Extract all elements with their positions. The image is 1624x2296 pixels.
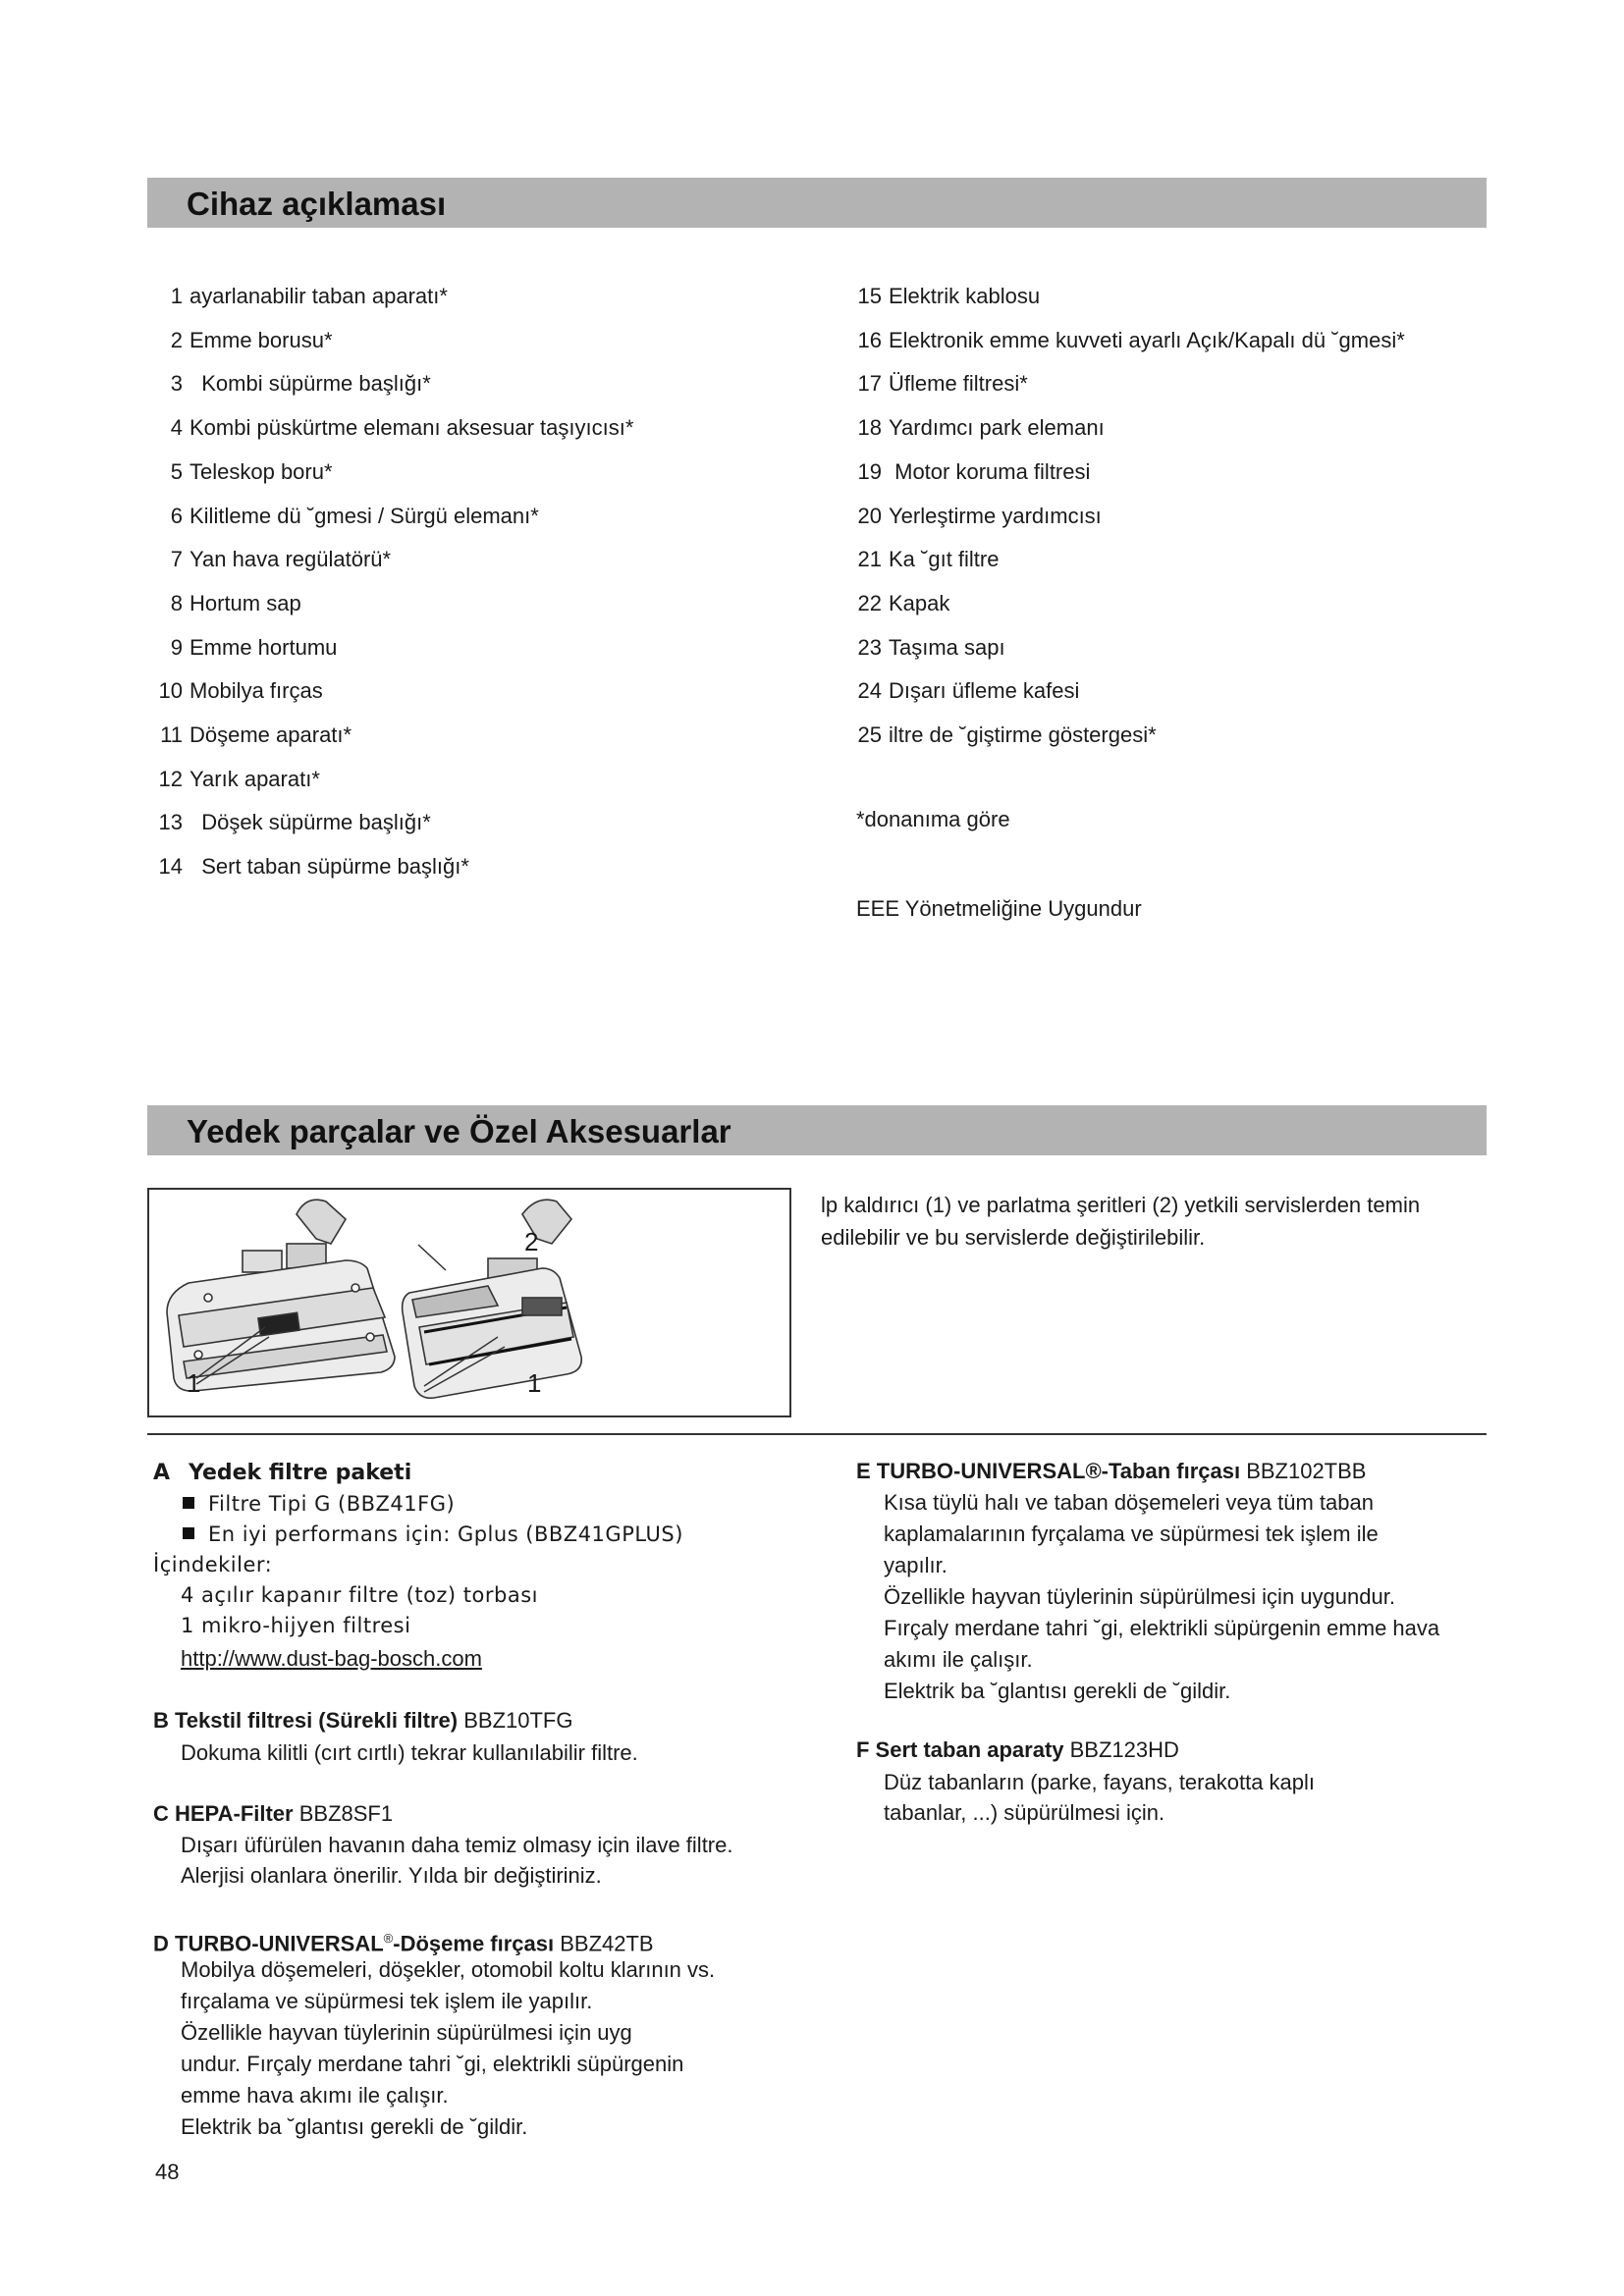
item-number: 15: [857, 284, 882, 308]
item-number: 17: [857, 371, 882, 397]
parts-list-item: [147, 371, 431, 397]
item-a-contents: [181, 1580, 538, 1641]
body-line: Dokuma kilitli (cırt cırtlı) tekrar kullanılabilir filtre.: [181, 1740, 638, 1765]
item-number: 20: [857, 503, 882, 528]
item-label: Sert taban süpürme başlığı*: [189, 854, 469, 880]
item-number: 24: [857, 678, 882, 704]
parts-list-item: [850, 459, 1090, 485]
figure-label-1-left: 1: [187, 1368, 201, 1398]
item-label: Emme hortumu: [189, 634, 338, 660]
body-line: Düz tabanların (parke, fayans, terakotta kaplı: [884, 1770, 1316, 1794]
item-c-body: [181, 1830, 732, 1891]
item-d-body: [181, 1954, 715, 2143]
parts-list-item: [147, 722, 352, 748]
item-a-body: [183, 1489, 683, 1550]
contents-line: 1 mikro-hijyen filtresi: [181, 1614, 411, 1637]
item-c-title: [153, 1799, 393, 1829]
figure-label-2: 2: [524, 1227, 539, 1256]
caption-line: edilebilir ve bu servislerde değiştirilebilir.: [821, 1225, 1206, 1250]
body-line: kaplamalarının fyrçalama ve süpürmesi tek işlem ile: [884, 1522, 1379, 1546]
section-header-device-description: [147, 178, 1487, 228]
item-label: Döşek süpürme başlığı*: [189, 810, 431, 835]
registered-mark: ®: [383, 1931, 394, 1946]
item-label: Kombi püskürtme elemanı aksesuar taşıyıcısı*: [189, 415, 634, 441]
item-b-body: [181, 1737, 638, 1768]
item-label: Elektronik emme kuvveti ayarlı Açık/Kapalı dü ˘gmesi*: [889, 327, 1405, 352]
item-label: Motor koruma filtresi: [889, 458, 1091, 484]
figure-label-1-right: 1: [527, 1368, 542, 1398]
item-label: Mobilya fırças: [189, 678, 323, 704]
parts-list-item: [147, 504, 539, 529]
body-line: fırçalama ve süpürmesi tek işlem ile yapılır.: [181, 1989, 593, 2013]
parts-list-item: [850, 328, 1405, 353]
parts-list-item: [147, 459, 333, 485]
parts-list-item: [147, 635, 337, 661]
item-label: Hortum sap: [189, 590, 301, 615]
item-number: 4: [170, 415, 183, 441]
item-label: Dışarı üfleme kafesi: [889, 678, 1080, 704]
section-title: Yedek parçalar ve Özel Aksesuarlar: [187, 1113, 731, 1149]
item-number: 8: [170, 590, 183, 615]
item-label: Döşeme aparatı*: [189, 722, 352, 747]
body-line: Kısa tüylü halı ve taban döşemeleri veya tüm taban: [884, 1490, 1374, 1515]
item-b-name: B Tekstil filtresi (Sürekli filtre): [153, 1708, 459, 1733]
body-line: Fırçaly merdane tahri ˘gi, elektrikli süpürgenin emme hava: [884, 1616, 1440, 1640]
item-e-name: E TURBO-UNIVERSAL®-Taban fırçası: [856, 1459, 1241, 1483]
floor-nozzle-figure: [147, 1188, 791, 1417]
parts-list-item: [850, 547, 999, 572]
parts-list-item: [850, 504, 1102, 529]
item-label: Yerleştirme yardımcısı: [889, 503, 1102, 528]
item-a-contents-label: [153, 1550, 272, 1580]
body-line: undur. Fırçaly merdane tahri ˘gi, elektrikli süpürgenin: [181, 2052, 684, 2076]
body-line: Elektrik ba ˘glantısı gerekli de ˘gildir.: [181, 2114, 528, 2139]
body-line: akımı ile çalışır.: [884, 1647, 1033, 1672]
parts-list-item: [147, 854, 469, 880]
dust-bag-link[interactable]: http://www.dust-bag-bosch.com: [181, 1646, 482, 1671]
body-line: tabanlar, ...) süpürülmesi için.: [884, 1800, 1165, 1825]
parts-list-item: [147, 591, 301, 616]
item-number: 5: [170, 458, 183, 484]
parts-list-item: [850, 415, 1105, 441]
item-d-name-a: D TURBO-UNIVERSAL: [153, 1931, 384, 1956]
parts-list-item: [850, 371, 1028, 397]
section-header-spare-parts: [147, 1105, 1487, 1155]
contents-line: 4 açılır kapanır filtre (toz) torbası: [181, 1583, 538, 1607]
parts-list-item: [850, 591, 949, 616]
item-e-title: [856, 1457, 1366, 1486]
bullet-item: [183, 1489, 683, 1520]
item-label: Yan hava regülatörü*: [189, 547, 392, 572]
divider: [147, 1433, 1487, 1435]
parts-list-item: [850, 722, 1157, 748]
item-label: Emme borusu*: [189, 327, 333, 352]
item-c-code: BBZ8SF1: [293, 1801, 394, 1826]
body-line: emme hava akımı ile çalışır.: [181, 2083, 449, 2108]
contents-label: İçindekiler:: [153, 1553, 273, 1576]
item-f-code: BBZ123HD: [1063, 1737, 1179, 1762]
item-label: Ka ˘gıt filtre: [889, 547, 1000, 572]
equipment-note: *donanıma göre: [856, 807, 1010, 831]
item-f-title: [856, 1735, 1179, 1765]
item-b-code: BBZ10TFG: [458, 1708, 573, 1733]
item-number: 10: [158, 678, 183, 704]
item-number: 7: [170, 547, 183, 572]
item-number: 14: [158, 854, 183, 880]
body-line: Özellikle hayvan tüylerinin süpürülmesi için uyg: [181, 2020, 632, 2045]
bullet-item: [183, 1520, 683, 1550]
bullet-icon: [183, 1497, 194, 1509]
body-line: Mobilya döşemeleri, döşekler, otomobil koltu klarının vs.: [181, 1957, 716, 1982]
floor-nozzle-illustration: [149, 1190, 789, 1415]
item-number: 23: [857, 634, 882, 660]
item-f-body: [884, 1767, 1315, 1828]
parts-list-item: [850, 678, 1079, 704]
item-label: ayarlanabilir taban aparatı*: [189, 284, 448, 308]
compliance-note: EEE Yönetmeliğine Uygundur: [856, 896, 1142, 921]
body-line: Dışarı üfürülen havanın daha temiz olmasy için ilave filtre.: [181, 1833, 733, 1857]
item-label: Teleskop boru*: [189, 458, 333, 484]
bullet-text: En iyi performans için: Gplus (BBZ41GPLUS): [208, 1522, 683, 1546]
parts-list-item: [850, 635, 1005, 661]
figure-caption: [821, 1189, 1420, 1254]
item-label: Elektrik kablosu: [889, 284, 1041, 308]
item-label: Kapak: [889, 590, 950, 615]
nozzle-top-view: [403, 1200, 582, 1398]
parts-list-item: [147, 284, 448, 309]
bullet-text: Filtre Tipi G (BBZ41FG): [208, 1492, 456, 1516]
item-number: 21: [857, 547, 882, 572]
item-number: 11: [160, 722, 183, 747]
item-label: Taşıma sapı: [889, 634, 1005, 660]
item-number: 9: [170, 634, 183, 660]
item-number: 19: [857, 458, 882, 484]
item-e-code: BBZ102TBB: [1240, 1459, 1367, 1483]
section-title: Cihaz açıklaması: [187, 186, 447, 222]
item-a-letter: A: [153, 1461, 171, 1485]
item-number: 22: [857, 590, 882, 615]
item-d-name-b: -Döşeme fırçası: [393, 1931, 555, 1956]
parts-list-item: [147, 415, 633, 441]
body-line: Elektrik ba ˘glantısı gerekli de ˘gildir.: [884, 1679, 1231, 1703]
caption-line: lp kaldırıcı (1) ve parlatma şeritleri (2) yetkili servislerden temin: [821, 1193, 1421, 1217]
item-a-name: Yedek filtre paketi: [189, 1461, 412, 1485]
item-number: 12: [158, 766, 183, 791]
item-a-title: [153, 1459, 411, 1488]
item-c-name: C HEPA-Filter: [153, 1801, 294, 1826]
item-label: Kombi süpürme başlığı*: [189, 371, 431, 397]
item-number: 1: [170, 284, 183, 308]
parts-list-item: [147, 328, 333, 353]
item-b-title: [153, 1706, 572, 1735]
item-label: Yarık aparatı*: [189, 766, 320, 791]
parts-list-item: [147, 767, 320, 792]
body-line: yapılır.: [884, 1553, 947, 1577]
item-label: Yardımcı park elemanı: [889, 415, 1105, 441]
item-number: 13: [158, 810, 183, 835]
item-number: 18: [857, 415, 882, 441]
parts-list-item: [850, 284, 1040, 309]
page-number: 48: [155, 2160, 180, 2184]
item-number: 25: [857, 722, 882, 747]
parts-list-item: [147, 810, 431, 835]
body-line: Alerjisi olanlara önerilir. Yılda bir değiştiriniz.: [181, 1863, 602, 1888]
item-label: Üfleme filtresi*: [889, 371, 1028, 397]
item-d-code: BBZ42TB: [554, 1931, 654, 1956]
body-line: Özellikle hayvan tüylerinin süpürülmesi için uygundur.: [884, 1584, 1395, 1609]
parts-list-item: [147, 547, 391, 572]
nozzle-bottom-view: [167, 1200, 395, 1391]
item-number: 3: [170, 371, 183, 397]
item-label: iltre de ˘giştirme göstergesi*: [889, 722, 1157, 747]
item-number: 2: [170, 327, 183, 352]
parts-list-item: [147, 678, 323, 704]
bullet-icon: [183, 1527, 194, 1539]
item-number: 16: [857, 327, 882, 352]
item-a-link[interactable]: [181, 1643, 482, 1674]
item-label: Kilitleme dü ˘gmesi / Sürgü elemanı*: [189, 503, 539, 528]
item-e-body: [884, 1487, 1439, 1707]
item-f-name: F Sert taban aparaty: [856, 1737, 1064, 1762]
item-number: 6: [170, 503, 183, 528]
